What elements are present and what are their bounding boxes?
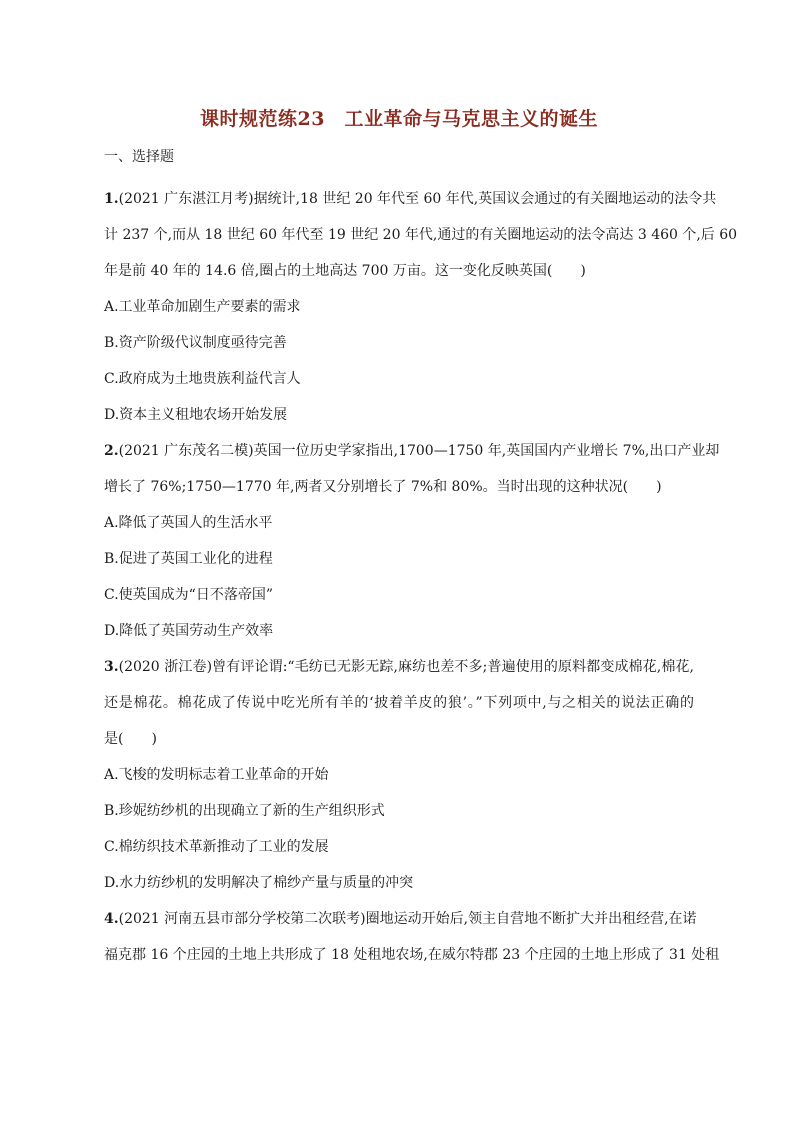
answer-option: B.资产阶级代议制度亟待完善: [104, 335, 287, 351]
question-text-line: [104, 253, 694, 289]
question-block: [104, 433, 720, 649]
question-text: 还是棉花。棉花成了传说中吃光所有羊的‘披着羊皮的狼’。”下列项中,与之相关的说法正确的: [104, 695, 694, 711]
question-text: (2020 浙江卷)曾有评论谓:“毛纺已无影无踪,麻纺也差不多;普遍使用的原料都变成棉花,棉花,: [118, 659, 694, 675]
question-text-line: [104, 721, 694, 757]
question-text: 年是前 40 年的 14.6 倍,圈占的土地高达 700 万亩。这一变化反映英国( ): [104, 263, 586, 279]
question-text-line: [104, 649, 694, 685]
answer-option: A.飞梭的发明标志着工业革命的开始: [104, 767, 329, 783]
question-list: [104, 181, 738, 973]
question-number: 4.: [104, 911, 119, 927]
answer-option: C.棉纺织技术革新推动了工业的发展: [104, 839, 329, 855]
question-text-line: [104, 901, 697, 937]
question-block: [104, 649, 694, 901]
question-text-line: [104, 181, 717, 217]
answer-option: A.降低了英国人的生活水平: [104, 515, 273, 531]
question-text-line: [104, 685, 694, 721]
answer-option: C.政府成为土地贵族利益代言人: [104, 371, 301, 387]
answer-option: D.水力纺纱机的发明解决了棉纱产量与质量的冲突: [104, 875, 414, 891]
question-text-line: [104, 937, 720, 973]
question-block: [104, 181, 738, 433]
document-page: [104, 104, 738, 973]
question-number: 3.: [104, 659, 119, 675]
section-heading: 一、选择题: [104, 149, 174, 165]
question-text: 计 237 个,而从 18 世纪 60 年代至 19 世纪 20 年代,通过的有关圈地运动的法令高达 3 460 个,后 60: [104, 227, 738, 243]
page-title: 课时规范练23 工业革命与马克思主义的诞生: [200, 108, 598, 130]
answer-option: D.资本主义租地农场开始发展: [104, 407, 288, 423]
answer-option: A.工业革命加剧生产要素的需求: [104, 299, 301, 315]
answer-option: B.珍妮纺纱机的出现确立了新的生产组织形式: [104, 803, 385, 819]
question-text-line: [104, 217, 738, 253]
question-number: 1.: [104, 191, 119, 207]
question-text: 是( ): [104, 731, 157, 747]
question-number: 2.: [104, 443, 119, 459]
question-text: (2021 广东茂名二模)英国一位历史学家指出,1700—1750 年,英国国内产业增长 7%,出口产业却: [118, 443, 720, 459]
answer-option: C.使英国成为“日不落帝国”: [104, 587, 273, 603]
question-text-line: [104, 433, 720, 469]
question-text-line: [104, 469, 694, 505]
question-text: 福克郡 16 个庄园的土地上共形成了 18 处租地农场,在威尔特郡 23 个庄园的土地上形成了 31 处租: [104, 947, 720, 963]
answer-option: D.降低了英国劳动生产效率: [104, 623, 274, 639]
question-text: 增长了 76%;1750—1770 年,两者又分别增长了 7%和 80%。当时出现的这种状况( ): [104, 479, 662, 495]
question-text: (2021 河南五县市部分学校第二次联考)圈地运动开始后,领主自营地不断扩大并出租经营,在诺: [118, 911, 697, 927]
question-text: (2021 广东湛江月考)据统计,18 世纪 20 年代至 60 年代,英国议会通过的有关圈地运动的法令共: [118, 191, 717, 207]
answer-option: B.促进了英国工业化的进程: [104, 551, 273, 567]
question-block: [104, 901, 720, 973]
